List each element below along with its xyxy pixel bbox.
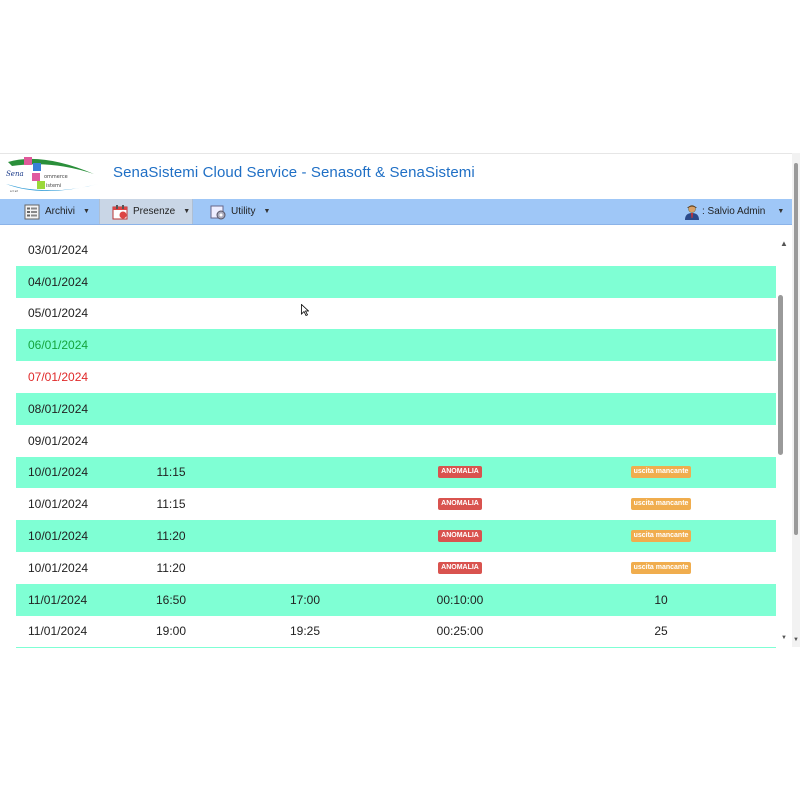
row-minutes [626,329,696,361]
row-duration [436,266,484,298]
row-exit-time: 17:00 [289,592,321,607]
scroll-thumb[interactable] [778,295,783,455]
chevron-down-icon: ▼ [777,208,785,215]
missing-exit-badge: uscita mancante [631,562,692,574]
row-date: 03/01/2024 [28,242,89,257]
table-row[interactable] [16,329,776,361]
row-entry-time: 16:50 [155,592,187,607]
row-minutes [626,266,696,298]
missing-exit-badge: uscita mancante [631,530,692,542]
row-minutes [626,425,696,457]
menubar [0,199,792,225]
table-row[interactable] [16,393,776,425]
svg-text:istemi: istemi [46,183,62,189]
menu-utility[interactable] [210,199,270,224]
table-row[interactable] [16,234,776,266]
row-exit-time [291,329,319,361]
row-entry-time [157,361,185,393]
table-row[interactable] [16,457,776,489]
table-row[interactable] [16,584,776,616]
user-avatar-icon [684,204,700,220]
row-date: 09/01/2024 [28,433,89,448]
row-entry-time: 11:20 [156,529,186,544]
row-date: 10/01/2024 [28,497,89,512]
chevron-down-icon: ▼ [183,208,191,215]
scroll-up-arrow-icon[interactable]: ▲ [780,239,788,248]
row-entry-time [157,266,185,298]
row-date: 10/01/2024 [28,465,89,480]
row-minutes: 10 [654,592,668,607]
archive-list-icon [24,204,40,220]
row-date: 06/01/2024 [28,338,89,353]
senasoft-logo [2,154,100,196]
svg-text:srl srl: srl srl [10,189,19,193]
app-window [0,153,792,648]
utility-tools-icon [210,204,226,220]
row-date: 10/01/2024 [28,529,89,544]
row-exit-time [291,393,319,425]
row-exit-time [291,425,319,457]
menu-archivi-label: Archivi [45,206,76,217]
row-date: 07/01/2024 [28,370,89,385]
attendance-list [0,225,792,648]
row-entry-time [157,647,185,648]
row-exit-time [291,266,319,298]
row-exit-time [291,361,319,393]
row-exit-time: 19:25 [289,624,321,639]
row-exit-time [291,647,319,648]
content-scrollbar[interactable] [776,225,792,648]
row-entry-time: 11:20 [156,560,186,575]
row-duration: 00:10:00 [436,592,484,607]
table-row[interactable] [16,520,776,552]
table-row[interactable] [16,361,776,393]
table-row[interactable] [16,616,776,648]
missing-exit-badge: uscita mancante [631,466,692,478]
anomaly-badge: ANOMALIA [438,498,482,510]
user-menu[interactable] [684,199,784,224]
row-entry-time: 11:15 [156,465,186,480]
row-minutes [626,647,696,648]
table-row[interactable] [16,425,776,457]
chevron-down-icon: ▼ [263,208,271,215]
table-row[interactable] [16,488,776,520]
row-exit-time [291,520,319,552]
svg-text:Sena: Sena [6,170,24,178]
svg-text:ommerce: ommerce [44,174,68,180]
row-date: 08/01/2024 [28,401,89,416]
row-date: 11/01/2024 [28,624,88,639]
app-header [0,154,792,199]
row-entry-time [157,393,185,425]
row-entry-time [157,425,185,457]
table-row[interactable] [16,266,776,298]
row-exit-time [291,457,319,489]
row-entry-time: 11:15 [156,497,186,512]
row-duration [436,361,484,393]
row-exit-time [291,552,319,584]
anomaly-badge: ANOMALIA [438,466,482,478]
row-minutes: 25 [654,624,668,639]
page-scroll-down-arrow-icon[interactable]: ▼ [793,637,799,643]
row-entry-time [157,298,185,330]
row-entry-time: 19:00 [155,624,187,639]
missing-exit-badge: uscita mancante [631,498,692,510]
row-entry-time [157,234,185,266]
row-date: 05/01/2024 [28,306,89,321]
table-row[interactable] [16,552,776,584]
anomaly-badge: ANOMALIA [438,562,482,574]
mouse-cursor-icon [301,304,309,316]
menu-archivi[interactable] [24,199,90,224]
scroll-down-arrow-icon[interactable]: ▼ [781,635,787,641]
row-minutes [626,361,696,393]
calendar-icon [112,204,128,220]
row-minutes [626,393,696,425]
row-duration [436,298,484,330]
menu-utility-label: Utility [231,206,256,217]
page-scroll-thumb[interactable] [794,163,798,535]
row-entry-time [157,329,185,361]
row-duration: 00:25:00 [436,624,484,639]
menu-presenze[interactable] [99,199,193,224]
row-exit-time [291,234,319,266]
row-minutes [626,234,696,266]
anomaly-badge: ANOMALIA [438,530,482,542]
user-menu-label: : Salvio Admin [702,206,766,217]
row-date: 04/01/2024 [28,274,89,289]
row-exit-time [291,488,319,520]
page-scrollbar[interactable] [792,153,800,647]
row-minutes [626,298,696,330]
row-date: 10/01/2024 [28,560,89,575]
row-duration [436,234,484,266]
row-duration [436,329,484,361]
table-row[interactable] [16,298,776,330]
menu-presenze-label: Presenze [133,206,176,217]
row-date: 11/01/2024 [28,592,88,607]
row-duration [436,425,484,457]
app-title: SenaSistemi Cloud Service - Senasoft & SenaSistemi [113,164,475,181]
attendance-rows [16,234,776,648]
table-row[interactable] [16,647,776,648]
row-duration [436,647,484,648]
chevron-down-icon: ▼ [83,208,90,215]
row-duration [436,393,484,425]
